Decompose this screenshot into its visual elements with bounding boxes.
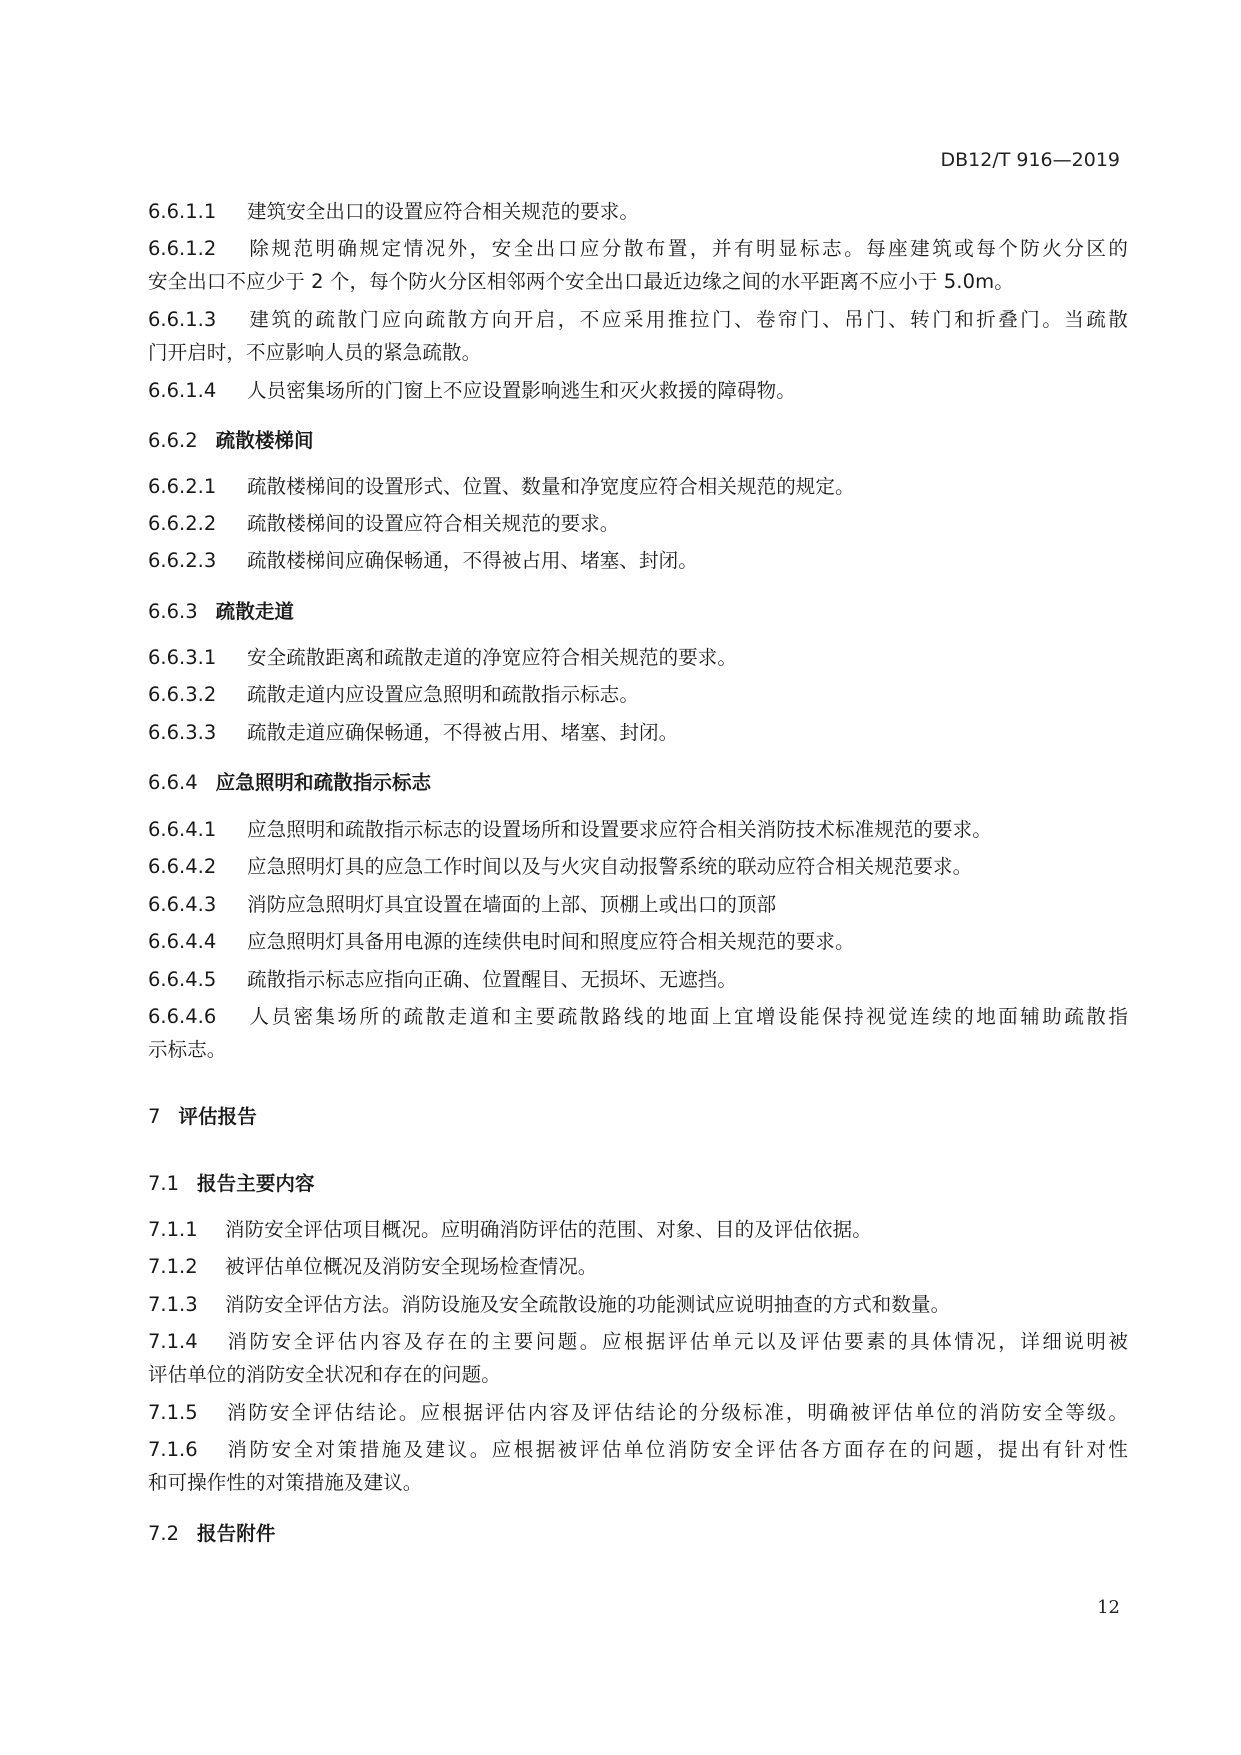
page-number: 12 [1097, 1597, 1120, 1618]
clause-number: 7.1.1 [148, 1218, 198, 1241]
section-heading-6-6-2 [148, 427, 1128, 454]
clause-text: 应急照明灯具的应急工作时间以及与火灾自动报警系统的联动应符合相关规范要求。 [247, 855, 973, 878]
clause-6-6-2-3 [148, 547, 1128, 574]
clause-6-6-2-2 [148, 510, 1128, 537]
clause-text: 疏散走道内应设置应急照明和疏散指示标志。 [247, 683, 640, 706]
clause-6-6-1-3 [148, 306, 1128, 333]
clause-text: 消防安全评估结论。应根据评估内容及评估结论的分级标准，明确被评估单位的消防安全等级。 [225, 1401, 1128, 1424]
clause-text: 疏散楼梯间的设置形式、位置、数量和净宽度应符合相关规范的规定。 [247, 475, 855, 498]
clause-7-1-3 [148, 1291, 1128, 1318]
document-id-header: DB12/T 916—2019 [940, 149, 1120, 171]
clause-number: 6.6.4.5 [148, 968, 217, 991]
clause-6-6-3-1 [148, 644, 1128, 671]
clause-text: 消防应急照明灯具宜设置在墙面的上部、顶棚上或出口的顶部 [247, 893, 777, 916]
chapter-heading-7 [148, 1103, 1128, 1130]
clause-number: 7.1.6 [148, 1438, 198, 1461]
clause-text: 消防安全评估内容及存在的主要问题。应根据评估单元以及评估要素的具体情况，详细说明被 [225, 1330, 1128, 1353]
clause-7-1-5 [148, 1399, 1128, 1426]
clause-number: 7.1.5 [148, 1401, 198, 1424]
clause-text: 被评估单位概况及消防安全现场检查情况。 [225, 1255, 598, 1278]
clause-number: 6.6.1.4 [148, 379, 217, 402]
clause-text: 消防安全对策措施及建议。应根据被评估单位消防安全评估各方面存在的问题，提出有针对性 [225, 1438, 1128, 1461]
clause-6-6-3-3 [148, 719, 1128, 746]
clause-number: 6.6.1.3 [148, 308, 217, 331]
clause-number: 6.6.2.1 [148, 475, 217, 498]
clause-number: 6.6.3.2 [148, 683, 217, 706]
clause-text: 示标志。 [148, 1038, 227, 1061]
clause-6-6-1-1 [148, 198, 1128, 225]
clause-7-1-6 [148, 1436, 1128, 1463]
clause-number: 6.6.2.3 [148, 549, 217, 572]
clause-text: 应急照明灯具备用电源的连续供电时间和照度应符合相关规范的要求。 [247, 930, 855, 953]
clause-6-6-4-4 [148, 928, 1128, 955]
clause-text: 安全疏散距离和疏散走道的净宽应符合相关规范的要求。 [247, 646, 738, 669]
clause-6-6-3-2 [148, 681, 1128, 708]
clause-number: 6.6.1.2 [148, 237, 217, 260]
clause-number: 6.6.4.3 [148, 893, 217, 916]
clause-number: 6.6.1.1 [148, 200, 217, 223]
clause-6-6-4-3 [148, 891, 1128, 918]
heading-number: 6.6.3 [148, 600, 198, 623]
clause-6-6-4-2 [148, 853, 1128, 880]
clause-text: 疏散楼梯间的设置应符合相关规范的要求。 [247, 512, 620, 535]
section-heading-6-6-3 [148, 598, 1128, 625]
clause-7-1-1 [148, 1216, 1128, 1243]
clause-text: 安全出口不应少于 2 个，每个防火分区相邻两个安全出口最近边缘之间的水平距离不应小于 5.0m。 [148, 270, 1014, 293]
clause-6-6-1-2-continuation [148, 268, 1128, 295]
clause-number: 6.6.3.3 [148, 721, 217, 744]
heading-text: 报告附件 [197, 1522, 276, 1545]
heading-text: 评估报告 [178, 1105, 257, 1128]
clause-6-6-1-4 [148, 377, 1128, 404]
clause-number: 6.6.4.4 [148, 930, 217, 953]
heading-number: 7.1 [148, 1172, 180, 1195]
clause-text: 建筑的疏散门应向疏散方向开启，不应采用推拉门、卷帘门、吊门、转门和折叠门。当疏散 [247, 308, 1128, 331]
heading-text: 疏散楼梯间 [215, 429, 314, 452]
clause-text: 人员密集场所的疏散走道和主要疏散路线的地面上宜增设能保持视觉连续的地面辅助疏散指 [247, 1005, 1128, 1028]
clause-text: 疏散楼梯间应确保畅通，不得被占用、堵塞、封闭。 [247, 549, 698, 572]
clause-6-6-4-1 [148, 816, 1128, 843]
heading-text: 报告主要内容 [197, 1172, 315, 1195]
clause-text: 消防安全评估方法。消防设施及安全疏散设施的功能测试应说明抽查的方式和数量。 [225, 1293, 951, 1316]
section-heading-7-1 [148, 1170, 1128, 1197]
clause-6-6-4-5 [148, 966, 1128, 993]
clause-7-1-6-continuation [148, 1469, 1128, 1496]
clause-7-1-2 [148, 1253, 1128, 1280]
clause-6-6-4-6-continuation [148, 1036, 1128, 1063]
clause-number: 7.1.4 [148, 1330, 198, 1353]
clause-text: 除规范明确规定情况外，安全出口应分散布置，并有明显标志。每座建筑或每个防火分区的 [247, 237, 1128, 260]
clause-6-6-2-1 [148, 473, 1128, 500]
clause-number: 6.6.2.2 [148, 512, 217, 535]
clause-text: 消防安全评估项目概况。应明确消防评估的范围、对象、目的及评估依据。 [225, 1218, 872, 1241]
clause-number: 6.6.4.2 [148, 855, 217, 878]
heading-number: 7.2 [148, 1522, 180, 1545]
clause-text: 门开启时，不应影响人员的紧急疏散。 [148, 341, 482, 364]
clause-number: 7.1.3 [148, 1293, 198, 1316]
clause-number: 6.6.3.1 [148, 646, 217, 669]
clause-6-6-1-2 [148, 235, 1128, 262]
clause-number: 6.6.4.1 [148, 818, 217, 841]
clause-text: 人员密集场所的门窗上不应设置影响逃生和灭火救援的障碍物。 [247, 379, 796, 402]
clause-number: 6.6.4.6 [148, 1005, 217, 1028]
clause-7-1-4-continuation [148, 1361, 1128, 1388]
clause-text: 疏散走道应确保畅通，不得被占用、堵塞、封闭。 [247, 721, 679, 744]
clause-text: 和可操作性的对策措施及建议。 [148, 1471, 423, 1494]
clause-text: 评估单位的消防安全状况和存在的问题。 [148, 1363, 501, 1386]
clause-text: 建筑安全出口的设置应符合相关规范的要求。 [247, 200, 640, 223]
section-heading-6-6-4 [148, 769, 1128, 796]
section-heading-7-2 [148, 1520, 1128, 1547]
clause-text: 应急照明和疏散指示标志的设置场所和设置要求应符合相关消防技术标准规范的要求。 [247, 818, 992, 841]
clause-6-6-4-6 [148, 1003, 1128, 1030]
clause-text: 疏散指示标志应指向正确、位置醒目、无损坏、无遮挡。 [247, 968, 738, 991]
clause-number: 7.1.2 [148, 1255, 198, 1278]
heading-number: 6.6.4 [148, 771, 198, 794]
clause-7-1-4 [148, 1328, 1128, 1355]
heading-number: 7 [148, 1105, 161, 1128]
heading-text: 应急照明和疏散指示标志 [215, 771, 432, 794]
clause-6-6-1-3-continuation [148, 339, 1128, 366]
heading-number: 6.6.2 [148, 429, 198, 452]
heading-text: 疏散走道 [215, 600, 295, 623]
